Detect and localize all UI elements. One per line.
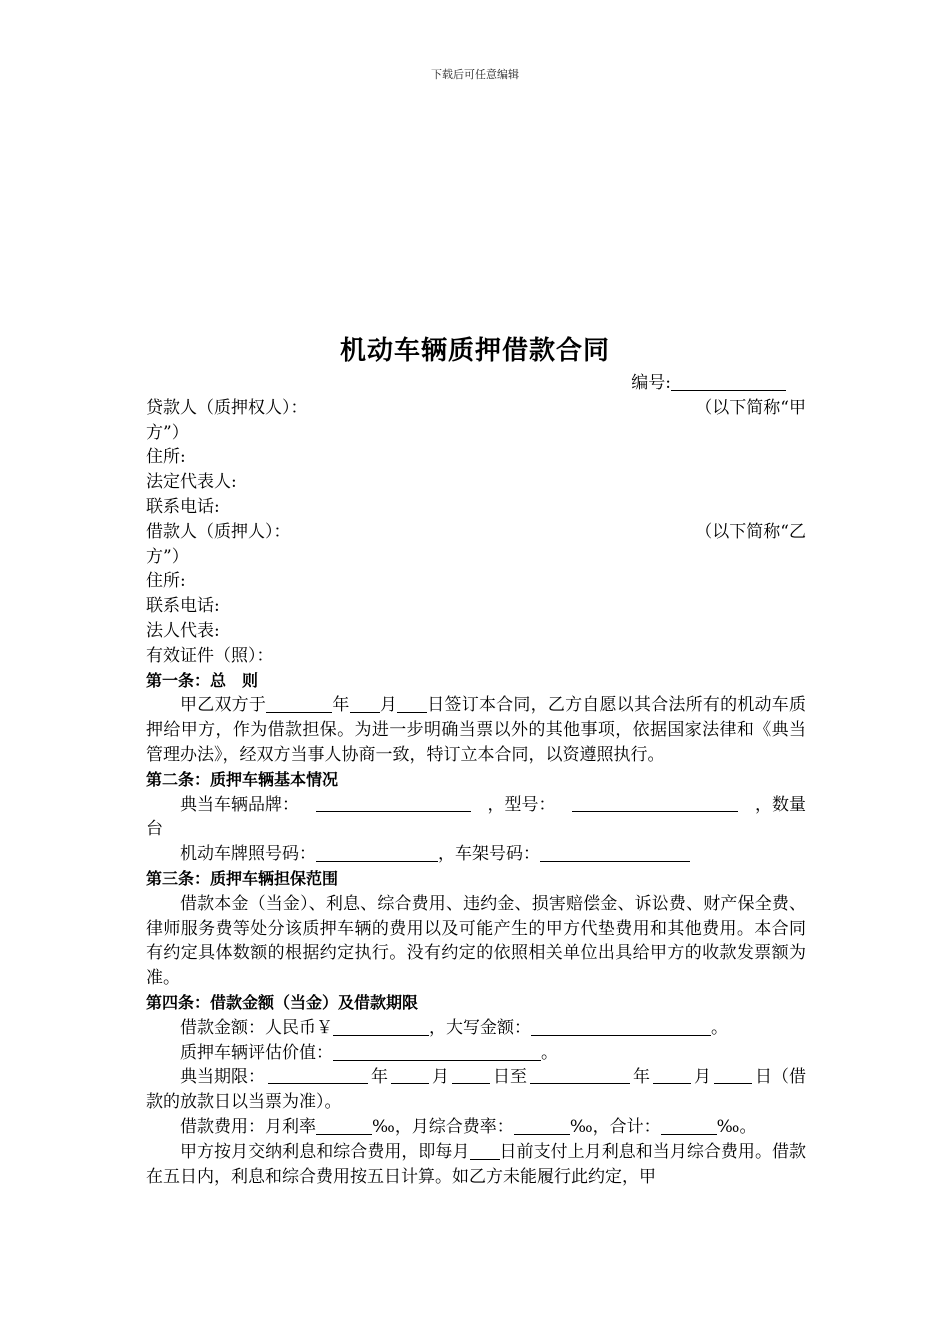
borrower-id: 有效证件（照）： bbox=[146, 645, 274, 666]
brand-label: 典当车辆品牌： bbox=[180, 794, 299, 815]
total-blank[interactable] bbox=[661, 1116, 717, 1135]
quantity-unit: 台 bbox=[146, 819, 163, 840]
fees-end: 。 bbox=[739, 1116, 757, 1137]
model-label: ，型号： bbox=[487, 794, 556, 815]
borrower-line bbox=[146, 520, 806, 545]
borrower-label: 借款人（质押人）： bbox=[146, 521, 291, 542]
frame-blank[interactable] bbox=[540, 843, 690, 862]
quantity-label: ，数量 bbox=[755, 794, 806, 815]
payment-text-a: 甲方按月交纳利息和综合费用，即每月 bbox=[180, 1141, 470, 1162]
payment-text-b: 日前支付上月利息和当月综合费用。借款在五日内，利息和综合费用按五日计算。如乙方未能履行此约定，甲 bbox=[146, 1141, 807, 1187]
term-day-paren: 日（借 bbox=[755, 1067, 806, 1088]
lender-line bbox=[146, 396, 806, 421]
article-2-heading: 第二条：质押车辆基本情况 bbox=[146, 769, 339, 789]
frame-label: ，车架号码： bbox=[438, 844, 540, 865]
amount-blank[interactable] bbox=[333, 1017, 429, 1036]
article-4-heading: 第四条：借款金额（当金）及借款期限 bbox=[146, 992, 419, 1012]
term-end-month-blank[interactable] bbox=[653, 1065, 691, 1084]
article-1-heading: 第一条：总 则 bbox=[146, 670, 259, 690]
valuation-end: 。 bbox=[541, 1042, 558, 1063]
amount-label: 借款金额：人民币￥ bbox=[180, 1017, 333, 1038]
plate-blank[interactable] bbox=[316, 843, 438, 862]
number-label: 编号: bbox=[631, 373, 671, 393]
art1-text-a: 甲乙双方于 bbox=[180, 695, 267, 716]
term-tail: 款的放款日以当票为准）。 bbox=[146, 1092, 342, 1113]
borrower-phone: 联系电话: bbox=[146, 596, 220, 617]
plate-label: 机动车牌照号码： bbox=[180, 844, 316, 865]
total-label: ，合计： bbox=[592, 1116, 661, 1137]
monthly-fee-label: ，月综合费率： bbox=[394, 1116, 514, 1137]
lender-abbr-cont: 方”） bbox=[146, 422, 189, 443]
borrower-abbr: （以下简称“乙 bbox=[695, 521, 806, 542]
art1-text-c: 月 bbox=[379, 695, 398, 716]
monthly-fee-blank[interactable] bbox=[514, 1116, 570, 1135]
header-note: 下载后可任意编辑 bbox=[431, 68, 519, 81]
term-start-day-blank[interactable] bbox=[452, 1065, 490, 1084]
fees-line bbox=[146, 1115, 806, 1140]
term-line bbox=[146, 1065, 806, 1090]
term-day-to: 日至 bbox=[493, 1067, 527, 1088]
monthly-fee-unit: ‰ bbox=[569, 1116, 593, 1137]
article-1-text bbox=[146, 693, 806, 767]
term-start-year-blank[interactable] bbox=[268, 1065, 368, 1084]
term-end-year-blank[interactable] bbox=[530, 1065, 630, 1084]
plate-line bbox=[146, 842, 806, 867]
year-blank[interactable] bbox=[266, 694, 332, 713]
term-year-1: 年 bbox=[371, 1067, 388, 1088]
number-blank[interactable] bbox=[671, 372, 786, 391]
lender-label: 贷款人（质押权人）： bbox=[146, 397, 308, 418]
month-blank[interactable] bbox=[350, 694, 380, 713]
article-3-text: 借款本金（当金）、利息、综合费用、违约金、损害赔偿金、诉讼费、财产保全费、律师服务费等处分该质押车辆的费用以及可能产生的甲方代垫费用和其他费用。本合同有约定具体数额的根据约定执行。没有约定的依照相关单位出具给甲方的收款发票额为准。 bbox=[146, 893, 806, 989]
borrower-abbr-cont: 方”） bbox=[146, 546, 189, 567]
term-start-month-blank[interactable] bbox=[391, 1065, 429, 1084]
interest-unit: ‰ bbox=[372, 1116, 395, 1137]
lender-phone: 联系电话: bbox=[146, 496, 220, 517]
model-blank[interactable] bbox=[572, 793, 738, 812]
valuation-label: 质押车辆评估价值： bbox=[180, 1042, 333, 1063]
day-blank[interactable] bbox=[397, 694, 427, 713]
vehicle-brand-line bbox=[146, 793, 806, 818]
term-month-2: 月 bbox=[694, 1067, 711, 1088]
term-label: 典当期限： bbox=[180, 1067, 265, 1088]
borrower-legal-rep: 法人代表: bbox=[146, 620, 220, 641]
article-3-heading: 第三条：质押车辆担保范围 bbox=[146, 868, 339, 888]
upper-amount-blank[interactable] bbox=[531, 1017, 711, 1036]
art1-text-b: 年 bbox=[332, 695, 350, 716]
payment-day-blank[interactable] bbox=[470, 1141, 500, 1160]
payment-text bbox=[146, 1140, 806, 1190]
term-year-2: 年 bbox=[633, 1067, 650, 1088]
valuation-blank[interactable] bbox=[333, 1042, 541, 1061]
total-unit: ‰ bbox=[716, 1116, 740, 1137]
upper-amount-label: ，大写金额： bbox=[429, 1017, 531, 1038]
valuation-line bbox=[146, 1041, 806, 1066]
amount-end: 。 bbox=[711, 1017, 728, 1038]
lender-abbr: （以下简称“甲 bbox=[695, 397, 806, 418]
brand-blank[interactable] bbox=[316, 793, 471, 812]
contract-number bbox=[146, 371, 806, 396]
lender-legal-rep: 法定代表人: bbox=[146, 472, 237, 493]
art1-text-d: 日签订本合同，乙方自愿以其合法所有的机动车质押给甲方，作为借款担保。为进一步明确当票以外的其他事项，依据国家法律和《典当管理办法》，经双方当事人协商一致，特订立本合同，以资遵照执行。 bbox=[146, 695, 807, 765]
term-month-1: 月 bbox=[432, 1067, 449, 1088]
borrower-address: 住所: bbox=[146, 571, 186, 592]
lender-address: 住所: bbox=[146, 447, 186, 468]
document-title: 机动车辆质押借款合同 bbox=[339, 336, 610, 366]
contract-body bbox=[146, 371, 806, 1189]
interest-label: 借款费用：月利率 bbox=[180, 1116, 316, 1137]
loan-amount-line bbox=[146, 1016, 806, 1041]
interest-blank[interactable] bbox=[316, 1116, 372, 1135]
term-end-day-blank[interactable] bbox=[714, 1065, 752, 1084]
